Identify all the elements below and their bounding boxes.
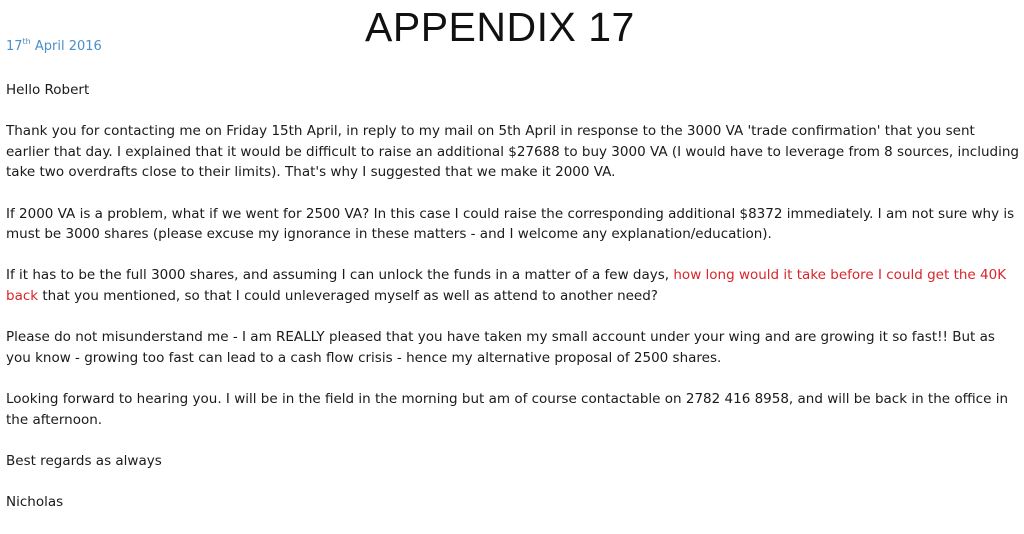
paragraph-2: If 2000 VA is a problem, what if we went for 2500 VA? In this case I could raise the corresponding additional $8372 immediately. I am not sure why is must be 3000 shares (please excuse my ignorance in these matters - and I welcome any explanation/education). (6, 205, 1015, 243)
date-day: 17 (6, 39, 23, 54)
greeting: Hello Robert (6, 82, 90, 98)
paragraph-3-end: that you mentioned, so that I could unleveraged myself as well as attend to another need? (38, 287, 658, 304)
closing: Best regards as always (6, 452, 162, 469)
letter-body (6, 80, 1020, 533)
date-suffix: th (22, 37, 31, 46)
signature: Nicholas (6, 493, 64, 510)
date-month-year: April 2016 (30, 39, 102, 54)
letter-date (6, 39, 102, 54)
paragraph-5: Looking forward to hearing you. I will be in the field in the morning but am of course contactable on 2782 416 8958, and will be back in the office in the afternoon. (6, 390, 1009, 428)
paragraph-3-highlight: how long would it take before I could get the 40K back (6, 267, 1007, 304)
paragraph-4: Please do not misunderstand me - I am REALLY pleased that you have taken my small account under your wing and are growing it so fast!! But as you know - growing too fast can lead to a cash flow crisis - hence my alternative proposal of 2500 shares. (6, 329, 995, 366)
page-title: APPENDIX 17 (365, 4, 635, 50)
paragraph-1: Thank you for contacting me on Friday 15th April, in reply to my mail on 5th April in response to the 3000 VA 'trade confirmation' that you sent earlier that day. I explained that it would be difficult to raise an additional $27688 to buy 3000 VA (I would have to leverage from 8 sources, including take two overdrafts close to their limits). That's why I suggested that we make it 2000 VA. (6, 123, 1019, 181)
paragraph-3 (6, 265, 1020, 306)
paragraph-3-start: If it has to be the full 3000 shares, and assuming I can unlock the funds in a matter of a few days, (6, 267, 674, 284)
